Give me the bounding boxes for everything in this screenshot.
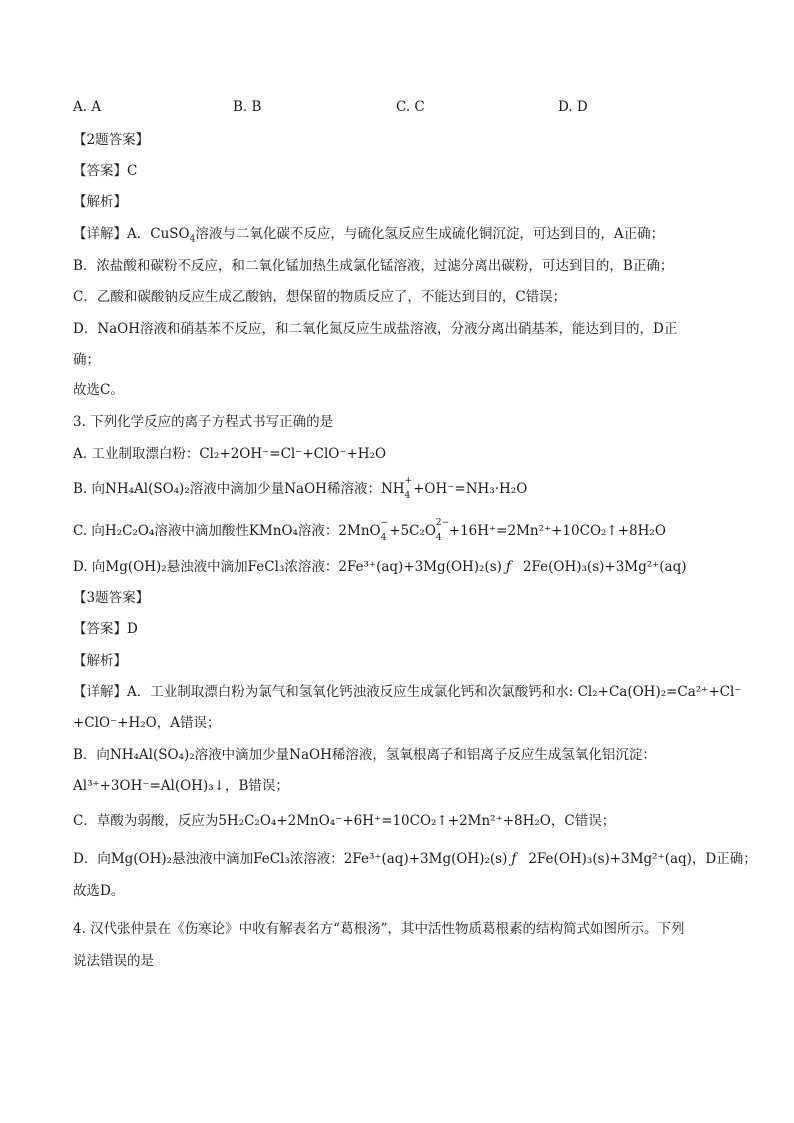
- option-a: A. A: [73, 99, 102, 115]
- q3-stem: 3. 下列化学反应的离子方程式书写正确的是: [73, 414, 334, 430]
- q2-detail-b: B．浓盐酸和碳粉不反应，和二氧化锰加热生成氯化锰溶液，过滤分离出碳粉，可达到目的，B正确；: [73, 258, 674, 274]
- q3-option-d: D. 向Mg(OH)₂悬浊液中滴加FeCl₃浓溶液：2Fe³⁺(aq)+3Mg(OH)₂(s) ƒ 2Fe(OH)₃(s)+3Mg²⁺(aq): [73, 559, 687, 575]
- equilibrium-symbol: ƒ: [511, 851, 517, 867]
- option-d: D. D: [558, 99, 588, 115]
- q3-answer: 【答案】D: [73, 621, 138, 637]
- q3-detail-a-line2: +ClO⁻+H₂O，A错误；: [73, 715, 221, 731]
- q2-detail-a: 【详解】A．CuSO$_4$溶液与二氧化碳不反应，与硫化氢反应生成硫化铜沉淀，可达到目的，A正确；: [73, 226, 665, 245]
- q2-detail-d-line2: 确；: [73, 352, 100, 368]
- q3-conclusion: 故选D。: [73, 883, 125, 899]
- equilibrium-symbol: ƒ: [505, 559, 511, 575]
- q2-options: [73, 99, 733, 117]
- q3-detail-d: D．向Mg(OH)₂悬浊液中滴加FeCl₃浓溶液：2Fe³⁺(aq)+3Mg(OH)₂(s) ƒ 2Fe(OH)₃(s)+3Mg²⁺(aq)，D正确；: [73, 851, 757, 867]
- q4-stem-line2: 说法错误的是: [73, 953, 154, 969]
- q3-detail-c: C．草酸为弱酸，反应为5H₂C₂O₄+2MnO₄⁻+6H⁺=10CO₂↑+2Mn²⁺+8H₂O，C错误；: [73, 813, 616, 829]
- q2-detail-c: C．乙酸和碳酸钠反应生成乙酸钠，想保留的物质反应了，不能达到目的，C错误；: [73, 289, 567, 305]
- q3-analysis-label: 【解析】: [73, 653, 127, 669]
- q3-option-b: B. 向NH₄Al(SO₄)₂溶液中滴加少量NaOH稀溶液：NH + 4 +OH⁻=NH₃·H₂O: [73, 476, 528, 501]
- q2-answer: 【答案】C: [73, 163, 138, 179]
- option-c: C. C: [396, 99, 425, 115]
- q4-stem-line1: 4. 汉代张仲景在《伤寒论》中收有解表名方“葛根汤”，其中活性物质葛根素的结构简式如图所示。下列: [73, 921, 685, 937]
- q3-detail-b-line1: B．向NH₄Al(SO₄)₂溶液中滴加少量NaOH稀溶液，氢氧根离子和铝离子反应生成氢氧化铝沉淀：: [73, 747, 656, 763]
- option-b: B. B: [233, 99, 262, 115]
- q2-analysis-label: 【解析】: [73, 194, 127, 210]
- q3-option-c: C. 向H₂C₂O₄溶液中滴加酸性KMnO₄溶液：2MnO − 4 +5C₂O 2− 4 +16H⁺=2Mn²⁺+10CO₂↑+8H₂O: [73, 518, 666, 543]
- q3-detail-b-line2: Al³⁺+3OH⁻=Al(OH)₃↓，B错误；: [73, 778, 289, 794]
- q2-conclusion: 故选C。: [73, 382, 124, 398]
- q3-option-a: A. 工业制取漂白粉：Cl₂+2OH⁻=Cl⁻+ClO⁻+H₂O: [73, 446, 387, 462]
- q3-header: 【3题答案】: [73, 590, 150, 606]
- q3-detail-a-line1: 【详解】A．工业制取漂白粉为氯气和氢氧化钙浊液反应生成氯化钙和次氯酸钙和水: Cl₂+Ca(OH)₂=Ca²⁺+Cl⁻: [73, 684, 742, 700]
- q2-header: 【2题答案】: [73, 132, 150, 148]
- q2-detail-d-line1: D．NaOH溶液和硝基苯不反应，和二氧化氮反应生成盐溶液，分液分离出硝基苯，能达到目的，D正: [73, 321, 678, 337]
